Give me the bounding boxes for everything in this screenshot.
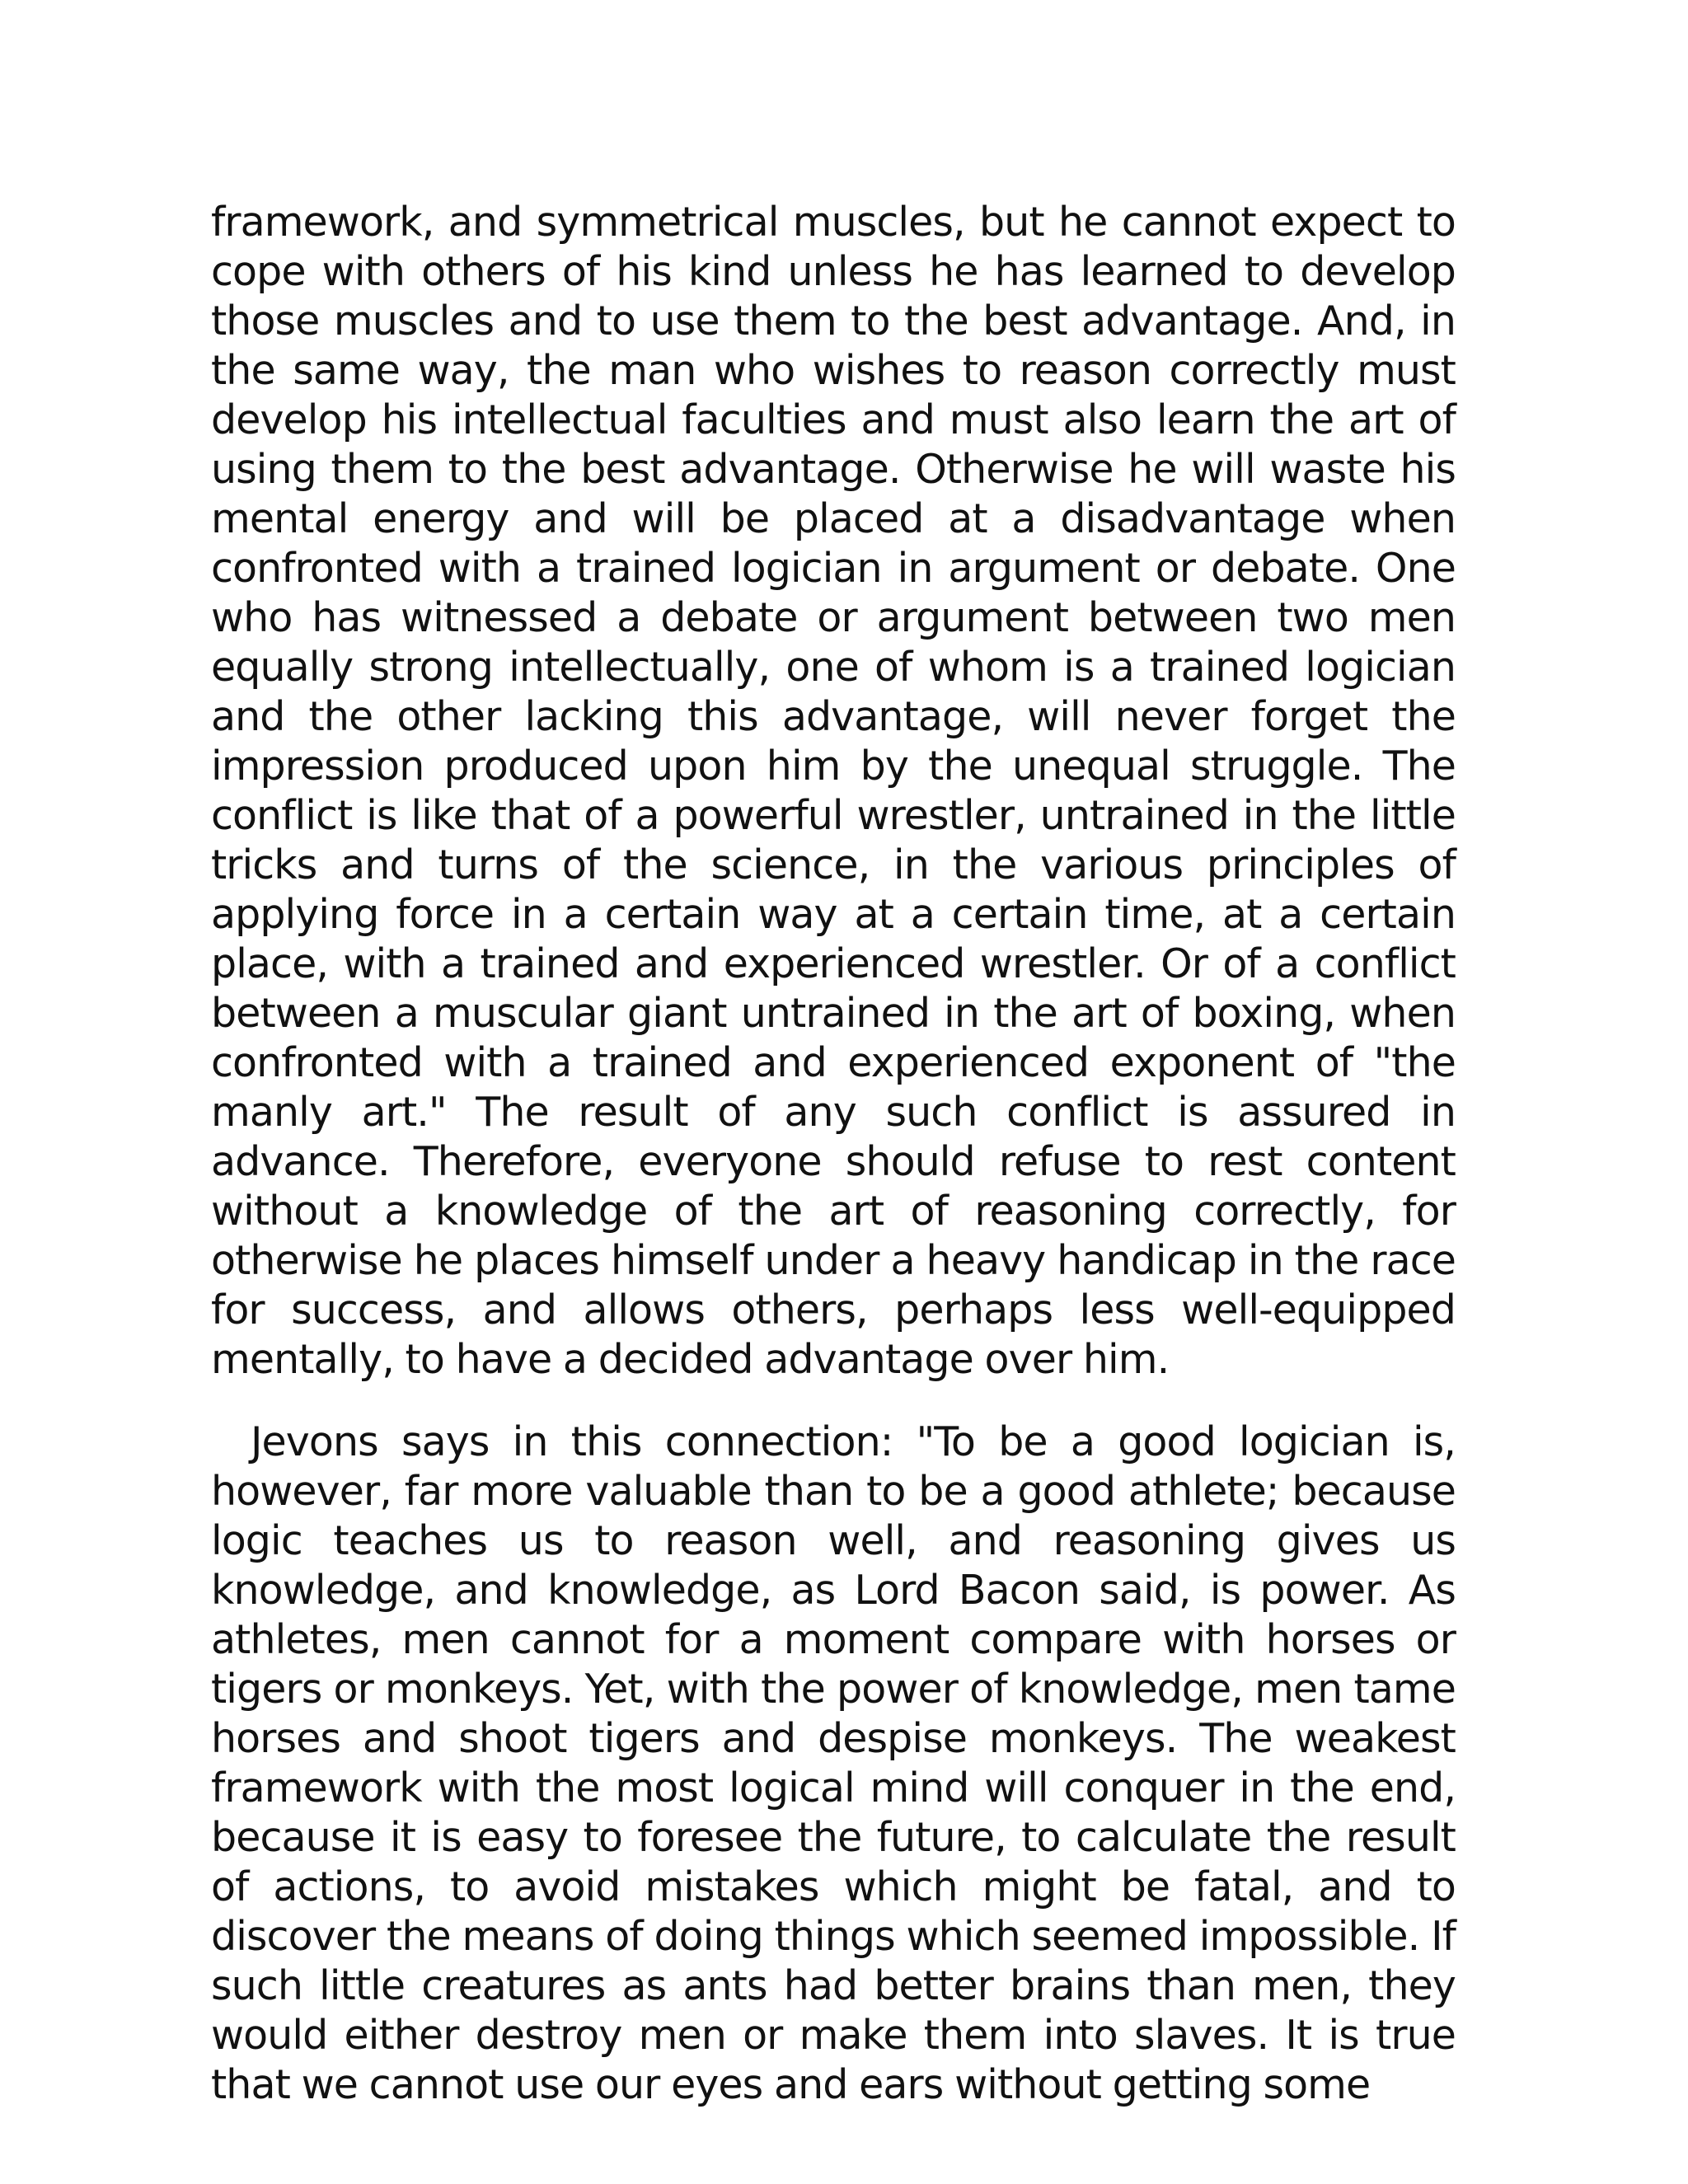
- paragraph-1: framework, and symmetrical muscles, but he cannot expect to cope with others of his kind unless he has learned to develop those muscles and to use them to the best advantage. And, in the same way, the man who wishes to reason correctly must develop his intellectual faculties and must also learn the art of using them to the best advantage. Otherwise he will waste his mental energy and will be placed at a disadvantage when confronted with a trained logician in argument or debate. One who has witnessed a debate or argument between two men equally strong intellectually, one of whom is a trained logician and the other lacking this advantage, will never forget the impression produced upon him by the unequal struggle. The conflict is like that of a powerful wrestler, untrained in the little tricks and turns of the science, in the various principles of applying force in a certain way at a certain time, at a certain place, with a trained and experienced wrestler. Or of a conflict between a muscular giant untrained in the art of boxing, when confronted with a trained and experienced exponent of "the manly art." The result of any such conflict is assured in advance. Therefore, everyone should refuse to rest content without a knowledge of the art of reasoning correctly, for otherwise he places himself under a heavy handicap in the race for success, and allows others, perhaps less well-equipped mentally, to have a decided advantage over him.: [211, 199, 1456, 1383]
- body-text: [211, 198, 1456, 2110]
- paragraph-2: Jevons says in this connection: "To be a good logician is, however, far more valuable than to be a good athlete; because logic teaches us to reason well, and reasoning gives us knowledge, and knowledge, as Lord Bacon said, is power. As athletes, men cannot for a moment compare with horses or tigers or monkeys. Yet, with the power of knowledge, men tame horses and shoot tigers and despise monkeys. The weakest framework with the most logical mind will conquer in the end, because it is easy to foresee the future, to calculate the result of actions, to avoid mistakes which might be fatal, and to discover the means of doing things which seemed impossible. If such little creatures as ants had better brains than men, they would either destroy men or make them into slaves. It is true that we cannot use our eyes and ears without getting some: [211, 1418, 1456, 2108]
